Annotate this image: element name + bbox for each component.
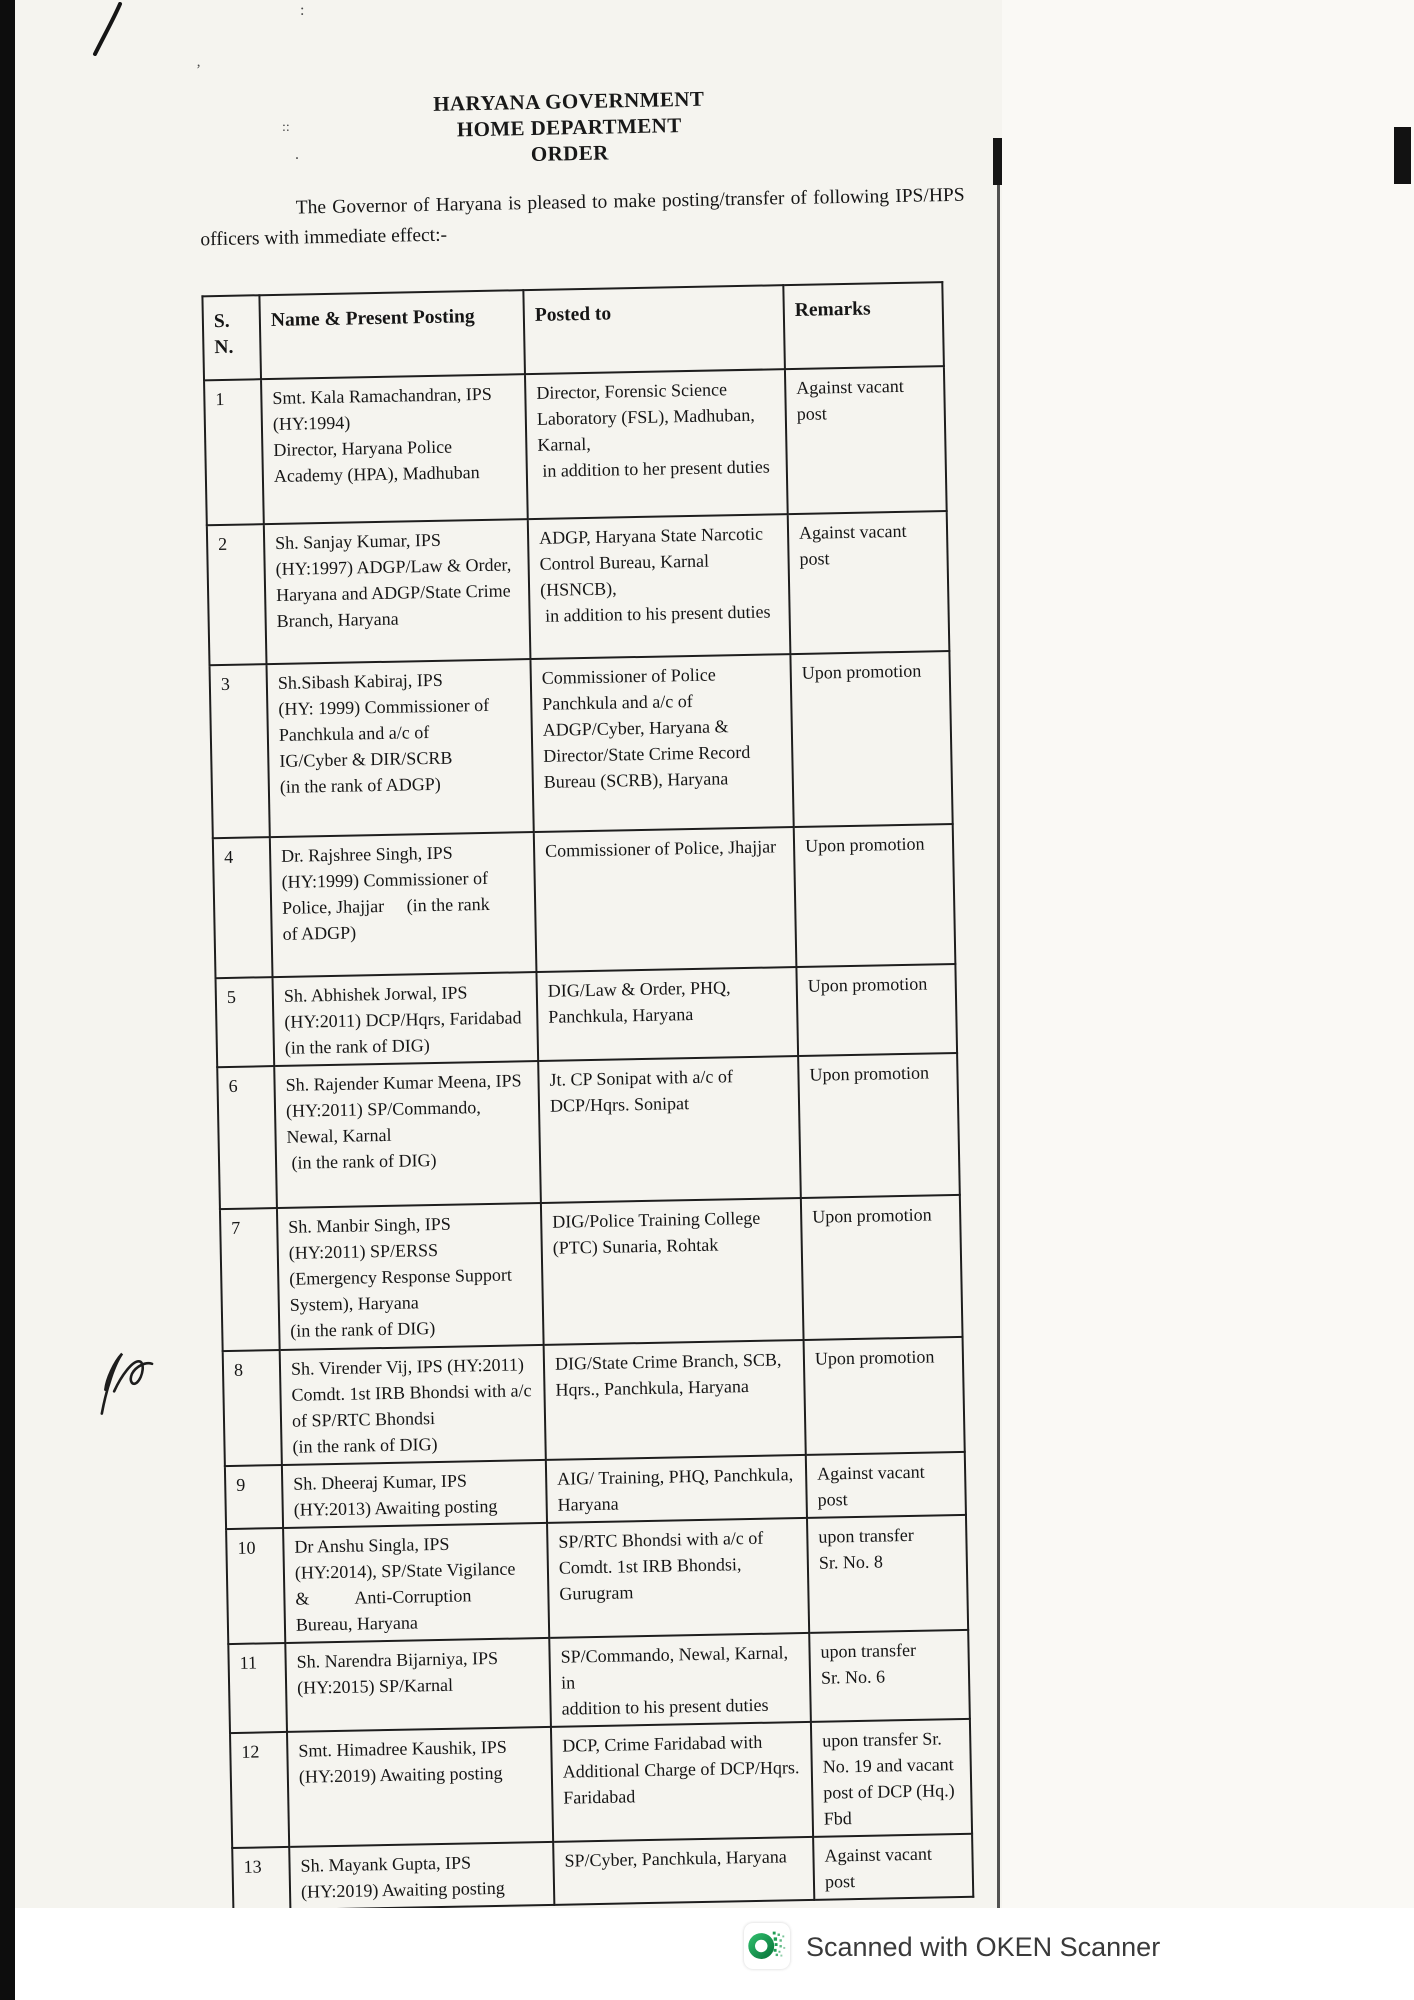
handwritten-slash-mark xyxy=(92,2,126,56)
posted-cell: DIG/Law & Order, PHQ, Panchkula, Haryana xyxy=(536,967,798,1061)
table-row xyxy=(226,1515,968,1644)
scan-speck: :: xyxy=(282,120,290,135)
scan-speck: ’ xyxy=(196,62,201,78)
remarks-cell: upon transfer Sr. No. 6 xyxy=(809,1630,970,1722)
table-row xyxy=(204,366,947,525)
name-cell: Sh.Sibash Kabiraj, IPS (HY: 1999) Commissioner of Panchkula and a/c of IG/Cyber & DIR/SCRB (in the rank of ADGP) xyxy=(266,659,533,837)
table-row xyxy=(223,1337,965,1466)
remarks-cell: Against vacant post xyxy=(806,1452,966,1518)
posted-cell: Commissioner of Police, Jhajjar xyxy=(534,827,797,972)
scan-edge-mark xyxy=(1394,127,1411,184)
sn-cell: 3 xyxy=(210,664,270,838)
posted-cell: SP/RTC Bhondsi with a/c of Comdt. 1st IRB Bhondsi, Gurugram xyxy=(547,1518,809,1638)
title-line-government: HARYANA GOVERNMENT xyxy=(432,86,705,116)
posted-cell: Director, Forensic Science Laboratory (FSL), Madhuban, Karnal, in addition to her present duties xyxy=(525,369,788,519)
sn-cell: 5 xyxy=(216,977,275,1067)
sn-cell: 11 xyxy=(228,1643,287,1733)
sn-cell: 13 xyxy=(232,1847,290,1911)
remarks-cell: Upon promotion xyxy=(804,1337,965,1455)
posted-cell: SP/Commando, Newal, Karnal, in addition to his present duties xyxy=(549,1633,811,1727)
table-row xyxy=(213,824,956,978)
remarks-cell: Against vacant post xyxy=(785,366,947,514)
name-cell: Dr. Rajshree Singh, IPS (HY:1999) Commissioner of Police, Jhajjar (in the rank of ADGP) xyxy=(270,832,537,977)
name-cell: Smt. Himadree Kaushik, IPS (HY:2019) Awaiting posting xyxy=(287,1727,553,1847)
sn-cell: 12 xyxy=(230,1732,289,1848)
col-header-sn: S. N. xyxy=(202,295,261,380)
remarks-cell: Against vacant post xyxy=(788,511,950,654)
name-cell: Sh. Abhishek Jorwal, IPS (HY:2011) DCP/Hqrs, Faridabad (in the rank of DIG) xyxy=(273,972,539,1066)
remarks-cell: Upon promotion xyxy=(796,964,957,1056)
name-cell: Sh. Virender Vij, IPS (HY:2011) Comdt. 1st IRB Bhondsi with a/c of SP/RTC Bhondsi (in the rank of DIG) xyxy=(280,1345,546,1465)
table-row xyxy=(220,1195,963,1351)
col-header-name: Name & Present Posting xyxy=(259,290,525,379)
scanner-footer xyxy=(0,1908,1414,2000)
sn-cell: 10 xyxy=(226,1528,285,1644)
postings-table xyxy=(201,281,974,1912)
remarks-cell: upon transfer Sr. No. 19 and vacant post of DCP (Hq.) Fbd xyxy=(811,1719,972,1837)
sn-cell: 6 xyxy=(217,1066,277,1209)
sn-cell: 1 xyxy=(204,379,264,525)
intro-paragraph: The Governor of Haryana is pleased to make posting/transfer of following IPS/HPS officers with immediate effect:- xyxy=(200,184,965,251)
name-cell: Sh. Sanjay Kumar, IPS (HY:1997) ADGP/Law & Order, Haryana and ADGP/State Crime Branch, Haryana xyxy=(264,519,531,664)
posted-cell: DIG/Police Training College (PTC) Sunaria, Rohtak xyxy=(541,1198,804,1345)
posted-cell: DIG/State Crime Branch, SCB, Hqrs., Panchkula, Haryana xyxy=(544,1340,806,1460)
posted-cell: ADGP, Haryana State Narcotic Control Bureau, Karnal (HSNCB), in addition to his present duties xyxy=(528,514,791,659)
posted-cell: SP/Cyber, Panchkula, Haryana xyxy=(553,1837,814,1905)
sn-cell: 8 xyxy=(223,1350,282,1466)
name-cell: Sh. Narendra Bijarniya, IPS (HY:2015) SP/Karnal xyxy=(285,1638,551,1732)
document-title-block xyxy=(198,81,941,173)
name-cell: Sh. Dheeraj Kumar, IPS (HY:2013) Awaiting posting xyxy=(282,1460,547,1528)
remarks-cell: Upon promotion xyxy=(798,1053,960,1198)
posted-cell: AIG/ Training, PHQ, Panchkula, Haryana xyxy=(546,1455,807,1523)
posted-cell: Commissioner of Police Panchkula and a/c of ADGP/Cyber, Haryana & Director/State Crime Record Bureau (SCRB), Haryana xyxy=(530,654,793,832)
scan-edge-left xyxy=(0,0,15,2000)
table-header-row xyxy=(202,282,943,380)
table-row xyxy=(210,651,953,838)
remarks-cell: Upon promotion xyxy=(801,1195,963,1340)
table-row xyxy=(232,1834,973,1911)
posted-cell: DCP, Crime Faridabad with Additional Charge of DCP/Hqrs. Faridabad xyxy=(551,1722,813,1842)
scan-speck: . xyxy=(295,146,299,163)
col-header-posted: Posted to xyxy=(523,285,785,374)
remarks-cell: upon transfer Sr. No. 8 xyxy=(807,1515,968,1633)
remarks-cell: Against vacant post xyxy=(813,1834,973,1900)
scanner-watermark-text: Scanned with OKEN Scanner xyxy=(806,1932,1161,1962)
col-header-remarks: Remarks xyxy=(783,282,944,369)
name-cell: Smt. Kala Ramachandran, IPS (HY:1994) Director, Haryana Police Academy (HPA), Madhuban xyxy=(261,374,528,524)
name-cell: Dr Anshu Singla, IPS (HY:2014), SP/State Vigilance & Anti-Corruption Bureau, Haryana xyxy=(283,1523,549,1643)
title-line-department: HOME DEPARTMENT xyxy=(456,113,682,142)
posted-cell: Jt. CP Sonipat with a/c of DCP/Hqrs. Sonipat xyxy=(538,1056,801,1203)
remarks-cell: Upon promotion xyxy=(794,824,956,967)
table-row xyxy=(228,1630,970,1733)
remarks-cell: Upon promotion xyxy=(790,651,952,827)
sn-cell: 2 xyxy=(207,524,267,665)
name-cell: Sh. Mayank Gupta, IPS (HY:2019) Awaiting posting xyxy=(289,1842,554,1910)
scan-speck: : xyxy=(300,2,305,19)
oken-scanner-icon xyxy=(744,1923,790,1969)
table-row xyxy=(230,1719,972,1848)
sn-cell: 9 xyxy=(225,1465,283,1529)
name-cell: Sh. Rajender Kumar Meena, IPS (HY:2011) SP/Commando, Newal, Karnal (in the rank of DIG) xyxy=(274,1061,541,1208)
table-row xyxy=(217,1053,960,1209)
table-row xyxy=(216,964,958,1067)
name-cell: Sh. Manbir Singh, IPS (HY:2011) SP/ERSS (Emergency Response Support System), Haryana (in the rank of DIG) xyxy=(277,1203,544,1350)
sn-cell: 7 xyxy=(220,1208,280,1351)
sn-cell: 4 xyxy=(213,837,273,978)
table-row xyxy=(207,511,950,665)
title-line-order: ORDER xyxy=(530,140,609,166)
